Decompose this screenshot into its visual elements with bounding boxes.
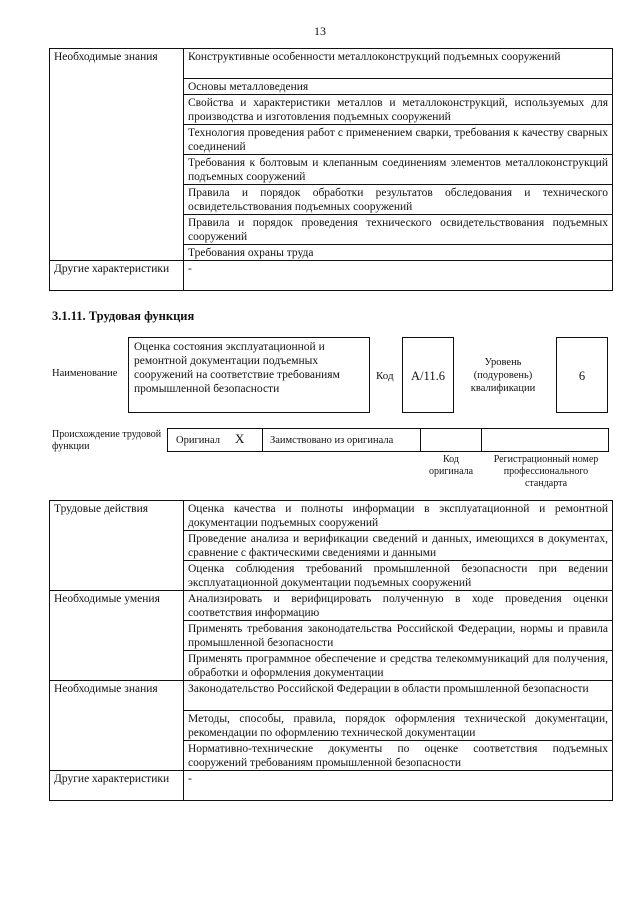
row-label: Необходимые знания — [50, 49, 184, 261]
reg-caption: Регистрационный номер профессионального стандарта — [493, 454, 599, 489]
origin-code-box — [420, 428, 482, 452]
level-box — [556, 337, 608, 413]
row-label: Трудовые действия — [50, 501, 184, 591]
table-cell: Требования охраны труда — [184, 245, 613, 261]
section-title: 3.1.11. Трудовая функция — [52, 309, 195, 323]
level-label: Уровень (подуровень) квалификации — [470, 357, 536, 394]
table-cell: Анализировать и верифицировать полученную в ходе проведения оценки соответствия информацию — [184, 591, 613, 621]
table-cell: - — [184, 771, 613, 801]
origin-label: Происхождение трудовой функции — [52, 429, 162, 452]
table-cell: Технология проведения работ с применением сварки, требования к качеству сварных соединений — [184, 125, 613, 155]
page-number: 13 — [314, 24, 326, 38]
code-box — [402, 337, 454, 413]
table-cell: Оценка качества и полноты информации в эксплуатационной и ремонтной документации подъемных сооружений — [184, 501, 613, 531]
table-cell: Свойства и характеристики металлов и металлоконструкций, используемых для производства и изготовления подъемных сооружений — [184, 95, 613, 125]
code-caption: Код оригинала — [428, 454, 474, 477]
table-cell: Применять программное обеспечение и средства телекоммуникаций для получения, обработки и оформления документации — [184, 651, 613, 681]
knowledge-table-top — [49, 48, 613, 291]
name-label: Наименование — [52, 368, 118, 379]
function-name-box — [128, 337, 370, 413]
table-row — [50, 681, 613, 711]
row-label: Другие характеристики — [50, 261, 184, 291]
table-cell: Правила и порядок обработки результатов обследования и технического освидетельствования подъемных сооружений — [184, 185, 613, 215]
original-mark: X — [235, 431, 245, 446]
table-cell: Конструктивные особенности металлоконструкций подъемных сооружений — [184, 49, 613, 79]
function-details-table — [49, 500, 613, 801]
row-label: Другие характеристики — [50, 771, 184, 801]
table-cell: Методы, способы, правила, порядок оформления технической документации, рекомендации по оформлению технической документации — [184, 711, 613, 741]
table-cell: Применять требования законодательства Российской Федерации, нормы и правила промышленной безопасности — [184, 621, 613, 651]
code-label: Код — [376, 370, 394, 382]
function-name: Оценка состояния эксплуатационной и ремонтной документации подъемных сооружений на соответствие требованиям промышленной безопасности — [134, 341, 340, 395]
table-row — [50, 771, 613, 801]
table-row — [50, 591, 613, 621]
table-cell: - — [184, 261, 613, 291]
table-cell: Правила и порядок проведения технического освидетельствования подъемных сооружений — [184, 215, 613, 245]
original-label: Оригинал — [176, 435, 220, 446]
row-label: Необходимые умения — [50, 591, 184, 681]
original-box — [167, 428, 263, 452]
table-cell: Оценка соблюдения требований промышленной безопасности при ведении эксплуатационной документации подъемных сооружений — [184, 561, 613, 591]
table-cell: Нормативно-технические документы по оценке соответствия подъемных сооружений требованиям промышленной безопасности — [184, 741, 613, 771]
table-row — [50, 501, 613, 531]
borrowed-label: Заимствовано из оригинала — [270, 435, 394, 446]
row-label: Необходимые знания — [50, 681, 184, 771]
borrowed-box — [262, 428, 421, 452]
table-cell: Проведение анализа и верификации сведений и данных, имеющихся в документах, сравнение с фактическими сведениями и данными — [184, 531, 613, 561]
reg-number-box — [481, 428, 609, 452]
level-value: 6 — [578, 369, 586, 383]
table-row — [50, 261, 613, 291]
table-cell: Требования к болтовым и клепанным соединениям элементов металлоконструкций подъемных сооружений — [184, 155, 613, 185]
table-cell: Основы металловедения — [184, 79, 613, 95]
code-value: A/11.6 — [411, 369, 445, 383]
table-row — [50, 49, 613, 79]
table-cell: Законодательство Российской Федерации в области промышленной безопасности — [184, 681, 613, 711]
